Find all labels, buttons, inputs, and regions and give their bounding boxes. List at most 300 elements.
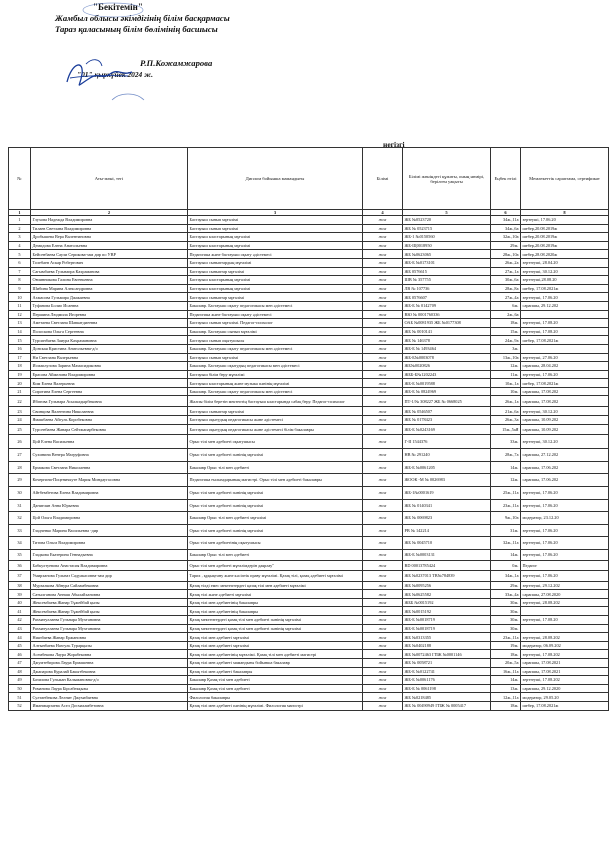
work-experience: 9ж.,10а <box>491 511 521 524</box>
certification <box>521 607 609 616</box>
teacher-name: Бабкултуевова Анастасия Владимировна <box>31 560 188 570</box>
teacher-name: Гладченко Марина Васильевна -дир <box>31 524 188 536</box>
diploma-specialty: Педагогика және бастауыш оқыту әдістемесі <box>188 250 363 259</box>
work-experience: 2ж.,6а <box>491 310 521 319</box>
education-document: ЖБ 0576615 <box>403 267 491 276</box>
education-document: ЖБ-Б № 0824969 <box>403 387 491 396</box>
teacher-name: Титова Ольга Владимировна <box>31 536 188 549</box>
work-experience: 14ж. <box>491 549 521 560</box>
education-document: ЖББ №0015192 <box>403 598 491 607</box>
row-number: 43 <box>9 624 31 633</box>
education-level: жоғ <box>363 327 403 336</box>
row-number: 4 <box>9 241 31 250</box>
row-number: 14 <box>9 327 31 336</box>
education-document: ЖБ№0020826 <box>403 362 491 371</box>
teacher-name: Ермакова Светлана Николаевна <box>31 461 188 473</box>
education-level: жоғ <box>363 353 403 362</box>
row-number: 20 <box>9 379 31 388</box>
certification: шебер, 17.08.2021ж <box>521 336 609 345</box>
education-document: ЖБ-Б №0122741 <box>403 667 491 676</box>
table-header-row <box>9 148 609 210</box>
education-document: Г-II 1544376 <box>403 434 491 448</box>
education-level: жоғ <box>363 524 403 536</box>
teacher-name: Султанбекова Лелнит Джумабаевна <box>31 693 188 702</box>
row-number: 52 <box>9 701 31 710</box>
education-level: жоғ <box>363 486 403 499</box>
row-number: 12 <box>9 310 31 319</box>
education-level: жоғ <box>363 499 403 511</box>
education-level: жоғ <box>363 633 403 642</box>
teacher-name: Джумтебирова Лаура Ермашевна <box>31 659 188 668</box>
work-experience: 11ж. <box>491 370 521 379</box>
work-experience: 0ж. <box>491 560 521 570</box>
teacher-name: Глухова Надежда Владимировна <box>31 216 188 225</box>
row-number: 29 <box>9 473 31 486</box>
row-number: 38 <box>9 581 31 590</box>
certification: модератор, 23.12.20 <box>521 511 609 524</box>
teacher-name: Жексембаева Жанар Тұжейбай қызы <box>31 607 188 616</box>
education-level: жоғ <box>363 241 403 250</box>
education-document: ЖБ-Б №0173101 <box>403 258 491 267</box>
education-level: жоғ <box>363 667 403 676</box>
certification: зерттеуші, 17.06.20 <box>521 499 609 511</box>
table-row <box>9 641 609 650</box>
education-document: ЖБ №0625582 <box>403 590 491 599</box>
table-row <box>9 310 609 319</box>
col-header-education: Білімі <box>363 148 403 210</box>
education-document: ЖБ № 0010141 <box>403 327 491 336</box>
work-experience: 10ж.,1а <box>491 379 521 388</box>
diploma-specialty: Бастауыш сынып мұғалімі <box>188 216 363 225</box>
row-number: 23 <box>9 407 31 416</box>
education-document: ЖБ-Б №0243169 <box>403 424 491 434</box>
row-number: 17 <box>9 353 31 362</box>
education-level: жоғ <box>363 344 403 353</box>
diploma-specialty: Бастауыш кластарының мұғалімі <box>188 241 363 250</box>
work-experience: 6ж. <box>491 301 521 310</box>
diploma-specialty: Орыс тілі мен әдебиеті пәнінің мұғалімі <box>188 524 363 536</box>
education-document: ЖБ-Б №0018719 <box>403 624 491 633</box>
teacher-name: Ибатова Гульнара Асылкадырбековна <box>31 396 188 407</box>
education-level: жоғ <box>363 434 403 448</box>
certification: сарапшы, 29.12.2020 <box>521 684 609 693</box>
education-document: ЖБ № 0546507 <box>403 407 491 416</box>
certification: сарапшы, 28.04.202 <box>521 362 609 371</box>
table-row <box>9 684 609 693</box>
teacher-name: Туфанова Болио Исаевна <box>31 301 188 310</box>
diploma-specialty: Бастауыш сынып мұғалімі <box>188 353 363 362</box>
diploma-specialty: Бастауыш сыныптар мұғалімі <box>188 267 363 276</box>
row-number: 25 <box>9 424 31 434</box>
row-number: 13 <box>9 319 31 328</box>
diploma-specialty: Бастауыш кластарының және музыка пәнінің мұғалімі <box>188 379 363 388</box>
education-level: жоғ <box>363 216 403 225</box>
table-row <box>9 362 609 371</box>
table-row <box>9 607 609 616</box>
col-number: 3 <box>188 210 363 216</box>
table-row <box>9 667 609 676</box>
row-number: 19 <box>9 370 31 379</box>
education-document: ЖБ №0237013 ТВ№784839 <box>403 570 491 581</box>
education-document: ЖБ №0095256 <box>403 581 491 590</box>
work-experience: 32ж.,10а <box>491 233 521 242</box>
teacher-name: Умирханова Гульназ Садуакасовна-зам дир <box>31 570 188 581</box>
table-row <box>9 693 609 702</box>
diploma-specialty: Бакалавр Орыс тілі мен әдебиеті <box>188 549 363 560</box>
education-document: ЖБ-Б№0003078 <box>403 353 491 362</box>
certification: сарапшы, 17.08.2021 <box>521 659 609 668</box>
education-document: ЖБ-Щ0018950 <box>403 241 491 250</box>
work-experience: 18ж. <box>491 650 521 659</box>
education-level: жоғ <box>363 416 403 425</box>
row-number: 45 <box>9 641 31 650</box>
certification: зерттеуші, 30.12.20 <box>521 434 609 448</box>
col-header-number: № <box>9 148 31 210</box>
row-number: 3 <box>9 233 31 242</box>
education-document: ЖБ №0523720 <box>403 216 491 225</box>
certification: сарапшы, 29.12.202 <box>521 301 609 310</box>
row-number: 15 <box>9 336 31 345</box>
education-document: ЖББ-Б№1202243 <box>403 370 491 379</box>
education-level: жоғ <box>363 650 403 659</box>
col-header-document: Білімі жөніндегі құжаты, оның нөмірі, берілген уақыты <box>403 148 491 210</box>
teacher-name: Тилаев Светлана Владимировна <box>31 224 188 233</box>
diploma-specialty: Қазақ тілі мен әдебиеті мамандығы бойынша бакалавр <box>188 659 363 668</box>
row-number: 31 <box>9 499 31 511</box>
table-row <box>9 241 609 250</box>
certification: зерттеуші, 17.08.202 <box>521 676 609 685</box>
diploma-specialty: Филология бакалавры <box>188 693 363 702</box>
row-number: 16 <box>9 344 31 353</box>
table-row <box>9 370 609 379</box>
row-number: 37 <box>9 570 31 581</box>
row-number: 5 <box>9 250 31 259</box>
education-level: жоғ <box>363 407 403 416</box>
work-experience: 34ж.,11а <box>491 216 521 225</box>
diploma-specialty: Бакалавр. Бастауыш оқыту педагогикасы мен әдістемесі <box>188 301 363 310</box>
table-row <box>9 448 609 461</box>
education-document: ШВ № 357755 <box>403 276 491 285</box>
education-level: жоғ <box>363 624 403 633</box>
teacher-name: Бейсенбаева Саули Серикова-зам дир по УВР <box>31 250 188 259</box>
col-header-certificate: Мемлекеттік сараптама, сертификат <box>521 148 609 210</box>
diploma-specialty: Қазақ тілі мен әдебиетінің бакалавры <box>188 598 363 607</box>
work-experience: 12ж. <box>491 362 521 371</box>
row-number: 7 <box>9 267 31 276</box>
row-number: 44 <box>9 633 31 642</box>
table-row <box>9 486 609 499</box>
certification: шебер,20.08.2019ж <box>521 241 609 250</box>
teacher-name: Исмаилулова Зарина Мамасидиковна <box>31 362 188 371</box>
certification: шебер,20.08.2019ж <box>521 224 609 233</box>
row-number: 51 <box>9 693 31 702</box>
diploma-specialty: Тарих , құқықтану және кәсіптік праву мұғалімі. Қазақ тілі, қазақ әдебиеті мұғалімі <box>188 570 363 581</box>
org-line-2: Тараз қаласының білім бөлімінің басшысы <box>55 24 218 34</box>
education-level: жоғ <box>363 258 403 267</box>
work-experience: 12ж. <box>491 473 521 486</box>
education-level: жоғ <box>363 250 403 259</box>
work-experience: 27ж.,4а <box>491 293 521 302</box>
table-row <box>9 549 609 560</box>
row-number: 1 <box>9 216 31 225</box>
diploma-specialty: Орыс тілі мен әдебиеті пәнінің мұғалімі <box>188 486 363 499</box>
teacher-name: Романова Лаура Бірсабекқызы <box>31 684 188 693</box>
table-row <box>9 379 609 388</box>
teacher-name: Першина Людмила Игоревна <box>31 310 188 319</box>
table-row <box>9 327 609 336</box>
signer-name: Р.П.Кожамжарова <box>140 58 213 68</box>
work-experience: 28ж.,10а <box>491 250 521 259</box>
education-level: жоғ <box>363 641 403 650</box>
work-experience: 30ж. <box>491 624 521 633</box>
teacher-name: Ни Светлана Валерьевна <box>31 353 188 362</box>
diploma-specialty: Орыс тілі мен әдебиеті пәнінің мұғалімі <box>188 448 363 461</box>
education-document: ЖБ-Б № 0061198 <box>403 684 491 693</box>
row-number: 9 <box>9 284 31 293</box>
certification: зерттеуші, 17.08.20 <box>521 616 609 625</box>
diploma-specialty: Бастауыш сынып оқытушысы <box>188 336 363 345</box>
certification: зерттеуші, 17.08.202 <box>521 650 609 659</box>
certification: шебер, 17.08.2021ж <box>521 379 609 388</box>
work-experience: 30ж. <box>491 616 521 625</box>
table-row <box>9 396 609 407</box>
teacher-name: Жексембаева Жанар Тұжейбай қызы <box>31 598 188 607</box>
certification: зерттеуші,28.08.20 <box>521 276 609 285</box>
diploma-specialty: Бастауыш сынып мұғалімі. Педагог-психолог <box>188 319 363 328</box>
table-row <box>9 624 609 633</box>
diploma-specialty: Бастауыш сыныптардың мұғалімі <box>188 258 363 267</box>
table-row <box>9 590 609 599</box>
education-level: жоғ <box>363 693 403 702</box>
teacher-name: Ахмасова Гульмира Джакаевна <box>31 293 188 302</box>
table-row <box>9 581 609 590</box>
certification: зерттеуші, 28.04.20 <box>521 258 609 267</box>
table-row <box>9 407 609 416</box>
teacher-name: Иманмырзаева Асел Досмахамбетовна <box>31 701 188 710</box>
work-experience: 29ж. <box>491 241 521 250</box>
work-experience: 34ж.,6а <box>491 224 521 233</box>
work-experience: 26ж.,3а <box>491 416 521 425</box>
section-label: негізгі <box>383 140 405 149</box>
certification: зерттеуші, 17.08.20 <box>521 319 609 328</box>
diploma-specialty: Бастауыш сыныптар мұғалімі <box>188 293 363 302</box>
col-number: 1 <box>9 210 31 216</box>
education-document: ЖБ № 0069823 <box>403 511 491 524</box>
row-number: 27 <box>9 448 31 461</box>
education-document: ЛВ № 107736 <box>403 284 491 293</box>
education-document: ЖБ-Б №0018719 <box>403 616 491 625</box>
education-level: жоғ <box>363 387 403 396</box>
education-level: жоғ <box>363 233 403 242</box>
work-experience: 26ж.,2а <box>491 258 521 267</box>
row-number: 50 <box>9 684 31 693</box>
table-row <box>9 293 609 302</box>
education-level: жоғ <box>363 224 403 233</box>
row-number: 6 <box>9 258 31 267</box>
table-row <box>9 319 609 328</box>
table-row <box>9 499 609 511</box>
education-level: жоғ <box>363 511 403 524</box>
education-document: ПТ-1/№ 308227 ЖБ № 0668025 <box>403 396 491 407</box>
teacher-name: Ким Елена Валерьевна <box>31 379 188 388</box>
table-row <box>9 276 609 285</box>
teacher-name: Алтынбаева Назгуль Турарқызы <box>31 641 188 650</box>
teacher-name: Демидова Елена Анатольевна <box>31 241 188 250</box>
diploma-specialty: Бакалавр. Бастауыш сынып мұғалімі <box>188 327 363 336</box>
education-document: ВЮ № 0001760336 <box>403 310 491 319</box>
work-experience: 14ж. <box>491 676 521 685</box>
diploma-specialty: Қазақ тілді емес мектептердегі қазақ тілі мен әдебиеті мұғалімі <box>188 581 363 590</box>
work-experience: 30ж. <box>491 598 521 607</box>
certification: зертеуші, 17.06.20 <box>521 216 609 225</box>
certification <box>521 624 609 633</box>
teacher-name: Овчинникова Галина Евгеньевна <box>31 276 188 285</box>
certification: зерттеуші, 30.12.20 <box>521 267 609 276</box>
education-document: ЖБ №0072463 ГПЖ №0001146 <box>403 650 491 659</box>
work-experience: 13ж.,10а <box>491 353 521 362</box>
education-level: жоғ <box>363 659 403 668</box>
certification: зерттеуші, 28.08.202 <box>521 633 609 642</box>
teacher-name: Кочергина-Поценичкуте Мария Миндаугасовна <box>31 473 188 486</box>
diploma-specialty: Жалпы білім беретін мектептің бастауыш кластарында сабақ беру. Педагог-психолог <box>188 396 363 407</box>
table-row <box>9 473 609 486</box>
row-number: 26 <box>9 434 31 448</box>
staff-table <box>8 147 609 711</box>
teacher-name: Ямашбаева Айгуль Коробековна <box>31 416 188 425</box>
diploma-specialty: Бастауыш оқытудың педагогикасы және әдістемесі білім бакалавры <box>188 424 363 434</box>
row-number: 48 <box>9 667 31 676</box>
diploma-specialty: Орыс тілі мен әдебиетінің оқытушысы <box>188 536 363 549</box>
table-row <box>9 224 609 233</box>
work-experience: 12ж.,11а <box>491 693 521 702</box>
row-number: 39 <box>9 590 31 599</box>
work-experience: 16ж.,11а <box>491 667 521 676</box>
table-row <box>9 701 609 710</box>
certification: зерттеуші, 28.08.202 <box>521 598 609 607</box>
teacher-name: Турсенбаева Жанара Сейтжапарбековна <box>31 424 188 434</box>
education-level: жоғ <box>363 284 403 293</box>
table-row <box>9 250 609 259</box>
row-number: 22 <box>9 396 31 407</box>
education-level: жоғ <box>363 676 403 685</box>
row-number: 11 <box>9 301 31 310</box>
work-experience: 31ж. <box>491 524 521 536</box>
work-experience: 18ж. <box>491 701 521 710</box>
teacher-name: Джапарова Куралай Бакытбековна <box>31 667 188 676</box>
certification: зерттеуші, 17.06.20 <box>521 486 609 499</box>
certification: модератор, 06.09.202 <box>521 641 609 650</box>
teacher-name: Асембекова Лаура Жорабековна <box>31 650 188 659</box>
education-document: ЖБ 0576607 <box>403 293 491 302</box>
education-level: жоғ <box>363 590 403 599</box>
diploma-specialty: Орыс тілі мен әдебиеті оқытушысы <box>188 434 363 448</box>
diploma-specialty: Қазақ тілі мен әдебиеті мұғалімі <box>188 641 363 650</box>
diploma-specialty: Педагогика және бастауыш оқыту әдістемесі <box>188 310 363 319</box>
certification: сарапшы, 17.06.202 <box>521 461 609 473</box>
work-experience: 33ж. <box>491 434 521 448</box>
table-row <box>9 633 609 642</box>
education-document: ЖБ-Б №0061176 <box>403 676 491 685</box>
teacher-name: Цой Ольга Владимировна <box>31 511 188 524</box>
work-experience: 24ж.,9а <box>491 336 521 345</box>
work-experience: 27ж.,1а <box>491 267 521 276</box>
work-experience: 23ж.,11а <box>491 499 521 511</box>
certification: зерттеуші, 17.06.20 <box>521 293 609 302</box>
education-document: ЖБ №0313355 <box>403 633 491 642</box>
diploma-specialty: Қазақ мектептердегі қазақ тілі мен әдебиеті пәнінің мұғалімі <box>188 624 363 633</box>
teacher-name: Дробышева Вера Валентиновна <box>31 233 188 242</box>
diploma-specialty: Бастауыш кластарының мұғалімі <box>188 284 363 293</box>
work-experience: 28ж.,7а <box>491 448 521 461</box>
row-number: 40 <box>9 598 31 607</box>
certification: сарапшы, 27.12.202 <box>521 448 609 461</box>
diploma-specialty: Бастауыш кластарының мұғалімі <box>188 233 363 242</box>
diploma-specialty: Бакалавр. Бастауыш оқыту педагогикасы мен әдістемесі <box>188 387 363 396</box>
row-number: 34 <box>9 536 31 549</box>
row-number: 41 <box>9 607 31 616</box>
education-document: ЖБ № 00490949 ГПЖ № 0005417 <box>403 701 491 710</box>
table-row <box>9 233 609 242</box>
work-experience: 21ж.,6а <box>491 407 521 416</box>
certification: шебер,20.08.2019ж <box>521 233 609 242</box>
education-document: ЖБ №0623065 <box>403 250 491 259</box>
education-level: жоғ <box>363 701 403 710</box>
table-row <box>9 598 609 607</box>
table-row <box>9 353 609 362</box>
education-level: жоғ <box>363 293 403 302</box>
table-row <box>9 560 609 570</box>
work-experience: 15ж. <box>491 327 521 336</box>
stamp-mark <box>78 0 148 20</box>
education-document: ЖБ-Б №0019588 <box>403 379 491 388</box>
diploma-specialty: Бастауыш кластарының мұғалімі <box>188 276 363 285</box>
work-experience: 3ж. <box>491 344 521 353</box>
diploma-specialty: Қазақ тілі мен әдебиетінің мұғалімі. Қазақ тілі мен әдебиеті магистрі <box>188 650 363 659</box>
row-number: 33 <box>9 524 31 536</box>
education-level: жоғ <box>363 598 403 607</box>
education-document: ЖБ-Б №0061205 <box>403 461 491 473</box>
teacher-name: Ниязбаева Жанар Ержановна <box>31 633 188 642</box>
diploma-specialty: Қазақ тілі және әдебиеті мұғалімі <box>188 590 363 599</box>
work-experience: 14ж. <box>491 461 521 473</box>
education-level: жоғ <box>363 319 403 328</box>
education-level: жоғ <box>363 570 403 581</box>
table-row <box>9 524 609 536</box>
teacher-name: Свинцова Валентина Николаевна <box>31 407 188 416</box>
row-number: 47 <box>9 659 31 668</box>
table-row <box>9 258 609 267</box>
work-experience: 30ж. <box>491 607 521 616</box>
work-experience: 34ж.,1а <box>491 570 521 581</box>
col-number: 6 <box>491 210 521 216</box>
work-experience: 28ж.,8а <box>491 284 521 293</box>
teacher-name: Цой Елена Васильевна <box>31 434 188 448</box>
table-row <box>9 650 609 659</box>
teacher-name: Рахматуллаева Гульнара Мухтановна <box>31 616 188 625</box>
col-header-experience: Еңбек өтілі <box>491 148 521 210</box>
col-number: 5 <box>403 210 491 216</box>
diploma-specialty: Бакалавр. Бастауыш оқытудың педагогикасы мен әдістемесі <box>188 362 363 371</box>
table-row <box>9 416 609 425</box>
col-number: 4 <box>363 210 403 216</box>
diploma-specialty: Орыс тілі мен әдебиеті мұғалімдерін даярлау" <box>188 560 363 570</box>
education-document: ЖБ-1№0001619 <box>403 486 491 499</box>
table-row <box>9 424 609 434</box>
table-row <box>9 434 609 448</box>
teacher-name: Рахматуллаева Гульнара Мухтановна <box>31 624 188 633</box>
table-row <box>9 676 609 685</box>
education-level: жоғ <box>363 461 403 473</box>
